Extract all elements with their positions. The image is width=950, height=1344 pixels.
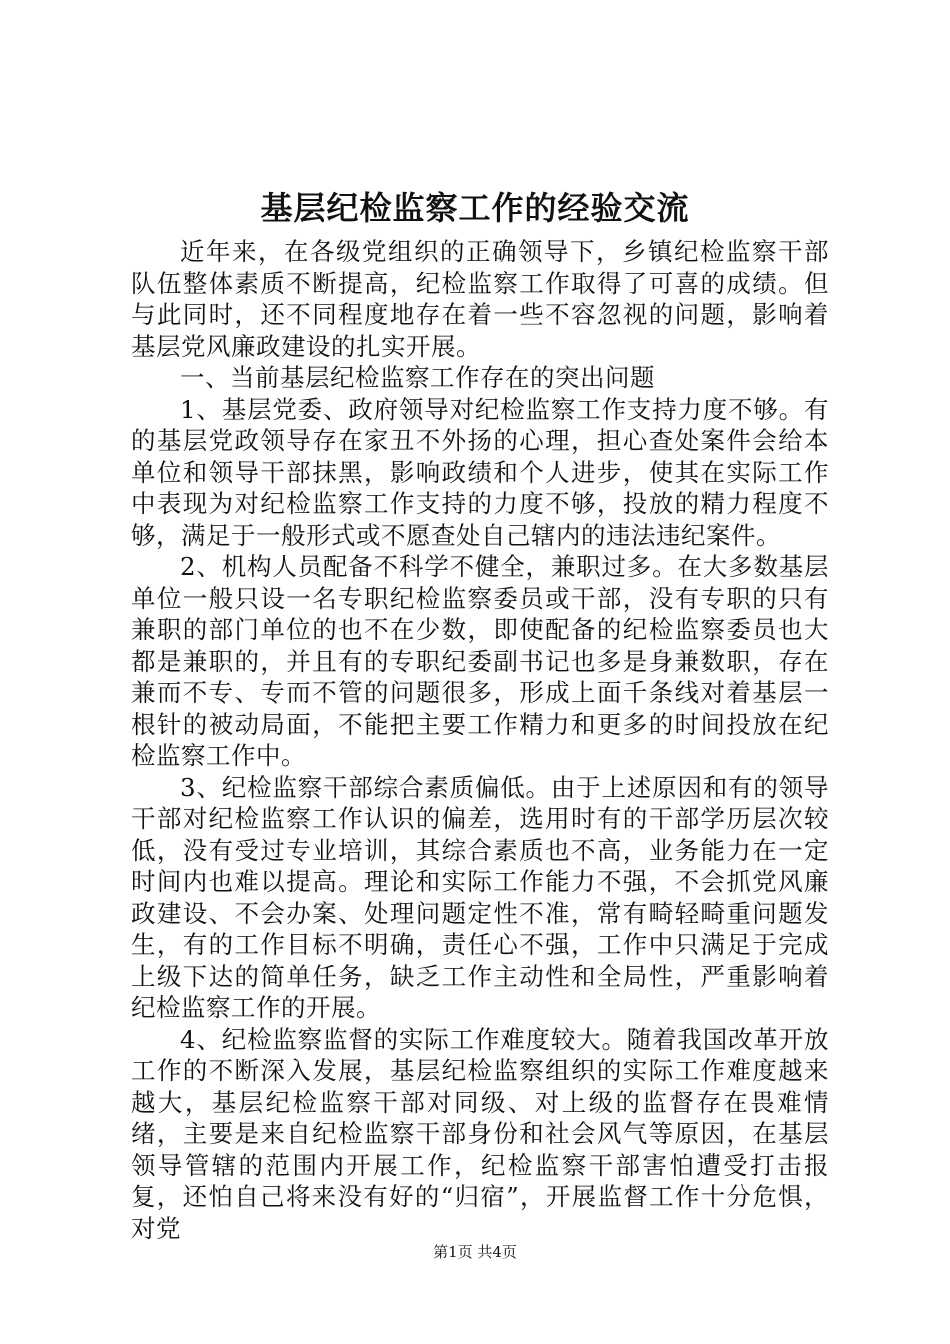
page-footer: 第1页 共4页 <box>433 1243 517 1261</box>
paragraph-point-1: 1、基层党委、政府领导对纪检监察工作支持力度不够。有的基层党政领导存在家丑不外扬的心理，担心查处案件会给本单位和领导干部抹黑，影响政绩和个人进步，使其在实际工作中表现为对纪检监察工作支持的力度不够，投放的精力程度不够，满足于一般形式或不愿查处自己辖内的违法违纪案件。 <box>131 394 829 550</box>
paragraph-intro: 近年来，在各级党组织的正确领导下，乡镇纪检监察干部队伍整体素质不断提高，纪检监察工作取得了可喜的成绩。但与此同时，还不同程度地存在着一些不容忽视的问题，影响着基层党风廉政建设的扎实开展。 <box>131 237 829 361</box>
document-title: 基层纪检监察工作的经验交流 <box>260 189 690 227</box>
paragraph-point-4: 4、纪检监察监督的实际工作难度较大。随着我国改革开放工作的不断深入发展，基层纪检监察组织的实际工作难度越来越大，基层纪检监察干部对同级、对上级的监督存在畏难情绪，主要是来自纪检监察干部身份和社会风气等原因，在基层领导管辖的范围内开展工作，纪检监察干部害怕遭受打击报复，还怕自己将来没有好的“归宿”，开展监督工作十分危惧，对党 <box>131 1024 829 1243</box>
document-body <box>131 236 829 1244</box>
section-heading: 一、当前基层纪检监察工作存在的突出问题 <box>180 363 655 392</box>
paragraph-point-2: 2、机构人员配备不科学不健全，兼职过多。在大多数基层单位一般只设一名专职纪检监察委员或干部，没有专职的只有兼职的部门单位的也不在少数，即使配备的纪检监察委员也大都是兼职的，并且有的专职纪委副书记也多是身兼数职，存在兼而不专、专而不管的问题很多，形成上面千条线对着基层一根针的被动局面，不能把主要工作精力和更多的时间投放在纪检监察工作中。 <box>131 552 829 770</box>
paragraph-point-3: 3、纪检监察干部综合素质偏低。由于上述原因和有的领导干部对纪检监察工作认识的偏差，选用时有的干部学历层次较低，没有受过专业培训，其综合素质也不高，业务能力在一定时间内也难以提高。理论和实际工作能力不强，不会抓党风廉政建设、不会办案、处理问题定性不准，常有畸轻畸重问题发生，有的工作目标不明确，责任心不强，工作中只满足于完成上级下达的简单任务，缺乏工作主动性和全局性，严重影响着纪检监察工作的开展。 <box>131 772 829 1022</box>
